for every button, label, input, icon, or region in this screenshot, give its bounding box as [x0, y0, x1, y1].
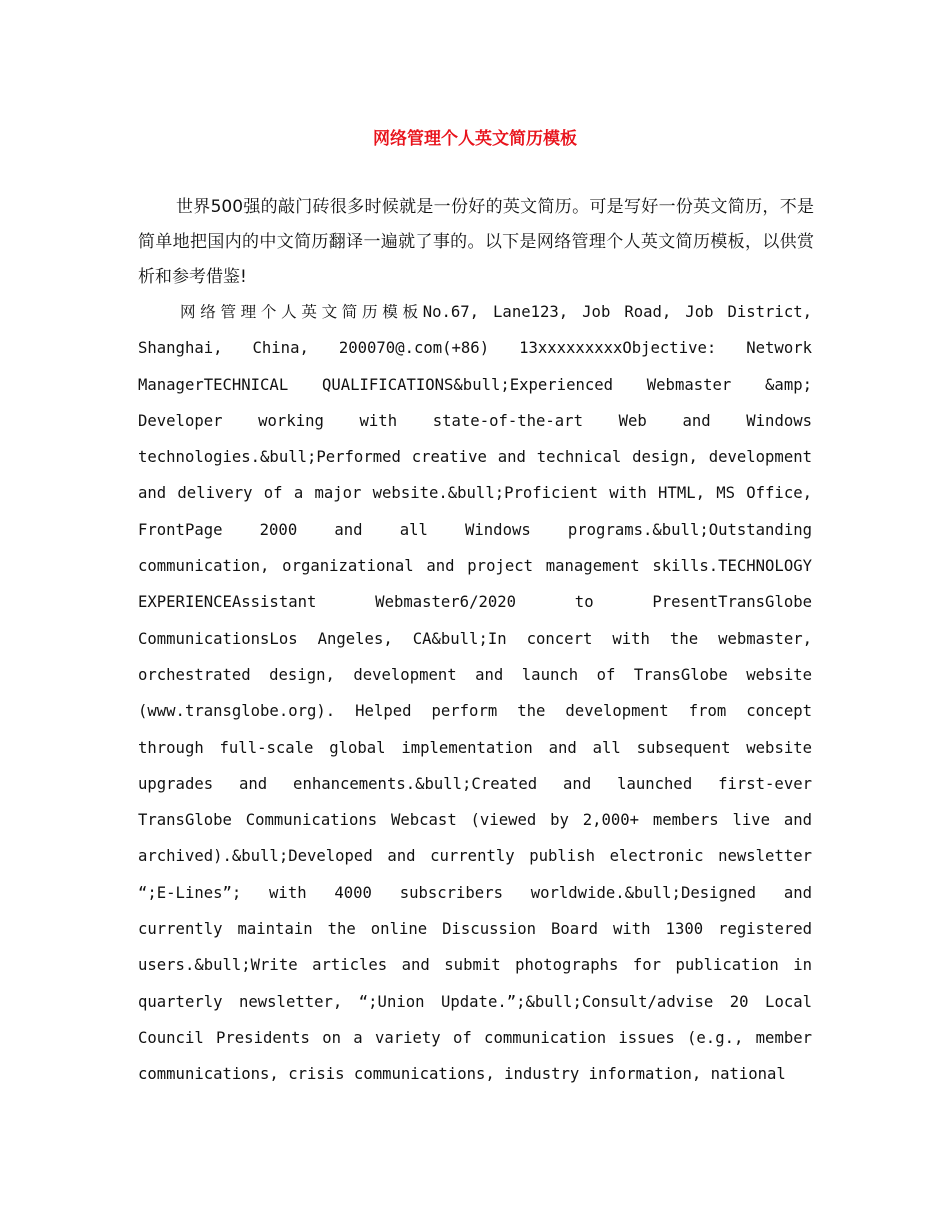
intro-paragraph: 世界500强的敲门砖很多时候就是一份好的英文简历。可是写好一份英文简历，不是简单地把国内的中文简历翻译一遍就了事的。以下是网络管理个人英文简历模板，以供赏析和参考借鉴!	[138, 197, 814, 287]
resume-body-paragraph: 网络管理个人英文简历模板No.67, Lane123, Job Road, Job District, Shanghai, China, 200070@.com(+86) 13xxxxxxxxxObjective: Network ManagerTECHNICAL QUALIFICATIONS&bull;Experienced Webmaster &amp; Developer working with state-of-the-art Web and Windows technologies.&bull;Performed creative and technical design, development and delivery of a major website.&bull;Proficient with HTML, MS Office, FrontPage 2000 and all Windows programs.&bull;Outstanding communication, organizational and project management skills.TECHNOLOGY EXPERIENCEAssistant Webmaster6/2020 to PresentTransGlobe CommunicationsLos Angeles, CA&bull;In concert with the webmaster, orchestrated design, development and launch of TransGlobe website (www.transglobe.org). Helped perform the development from concept through full-scale global implementation and all subsequent website upgrades and enhancements.&bull;Created and launched first-ever TransGlobe Communications Webcast (viewed by 2,000+ members live and archived).&bull;Developed and currently publish electronic newsletter “;E-Lines”; with 4000 subscribers worldwide.&bull;Designed and currently maintain the online Discussion Board with 1300 registered users.&bull;Write articles and submit photographs for publication in quarterly newsletter, “;Union Update.”;&bull;Consult/advise 20 Local Council Presidents on a variety of communication issues (e.g., member communications, crisis communications, industry information, national	[138, 303, 812, 1084]
document-title: 网络管理个人英文简历模板	[373, 129, 577, 149]
